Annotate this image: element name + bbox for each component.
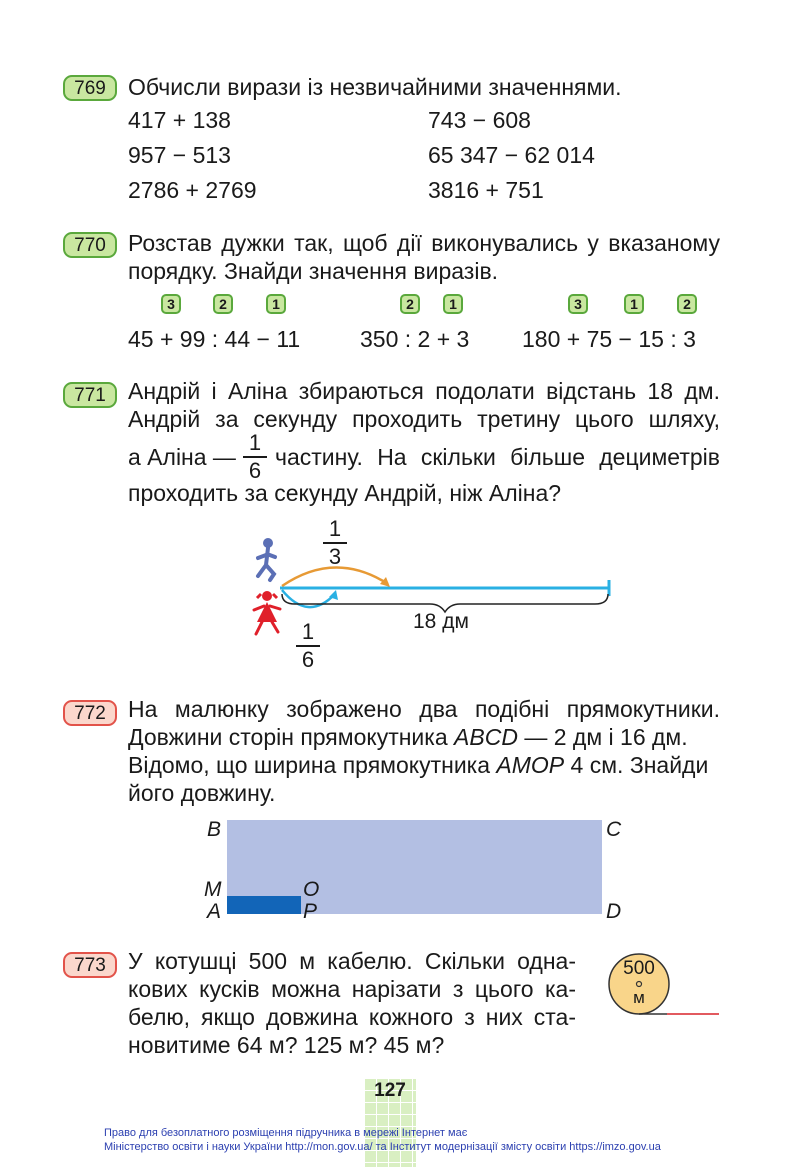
third-arc-arrowhead (380, 577, 390, 587)
vertex-label-c: C (606, 818, 622, 841)
exercise-772-line (128, 750, 708, 780)
exercise-number-770: 770 (63, 232, 117, 258)
text-part: Відомо, що ширина прямокутника (128, 752, 497, 778)
footer-line: Міністерство освіти і науки України http://mon.gov.ua/ та Інститут модернізації змісту освіти https://imzo.gov.ua (104, 1141, 661, 1153)
exercise-number-771: 771 (63, 382, 117, 408)
rect-name: AMOP (496, 752, 565, 778)
text-part: — 2 дм і 16 дм. (517, 724, 688, 750)
vertex-label-o: O (303, 878, 320, 901)
sixth-fraction-label (296, 620, 320, 672)
inline-fraction (243, 431, 267, 483)
order-marker: 3 (568, 294, 588, 314)
order-marker: 1 (266, 294, 286, 314)
exercise-772-line: На малюнку зображено два подібні прямокутники. (128, 696, 720, 722)
exercise-771-line: Андрій за секунду проходить третину цього шляху, (128, 406, 720, 432)
vertex-label-a: A (207, 900, 222, 923)
exercise-773-line: кових кусків можна нарізати з цього ка- (128, 976, 576, 1002)
exercise-number-773: 773 (63, 952, 117, 978)
rectangle-amop (227, 896, 301, 914)
order-marker: 1 (443, 294, 463, 314)
third-arc (282, 567, 388, 586)
expression: 743 − 608 (428, 107, 531, 133)
fraction-denominator: 6 (248, 458, 262, 483)
vertex-label-b: B (207, 818, 222, 841)
order-marker: 2 (677, 294, 697, 314)
fraction-numerator: 1 (248, 430, 262, 455)
exercise-number-772: 772 (63, 700, 117, 726)
fraction-numerator: 1 (301, 619, 315, 644)
order-marker: 1 (624, 294, 644, 314)
order-marker: 2 (213, 294, 233, 314)
expression: 180 + 75 − 15 : 3 (522, 326, 696, 352)
page-number: 127 (374, 1080, 406, 1101)
exercise-772-line (128, 722, 720, 752)
exercise-number-769: 769 (63, 75, 117, 101)
exercise-773-line: белю, якщо довжина кожного з них ста- (128, 1004, 576, 1030)
exercise-773-line: новитиме 64 м? 125 м? 45 м? (128, 1032, 445, 1058)
text-part: Довжини сторін прямокутника (128, 724, 455, 750)
vertex-label-p: P (303, 900, 318, 923)
footer-line: Право для безоплатного розміщення підручника в мережі Інтернет має (104, 1127, 468, 1139)
exercise-770-task-line: порядку. Знайди значення виразів. (128, 258, 499, 284)
exercise-772-line: його довжину. (128, 780, 276, 806)
expression: 3816 + 751 (428, 177, 544, 203)
order-marker: 2 (400, 294, 420, 314)
exercise-773-line: У котушці 500 м кабелю. Скільки одна- (128, 948, 576, 974)
exercise-771-line: Андрій і Аліна збираються подолати відстань 18 дм. (128, 378, 720, 404)
expression: 417 + 138 (128, 107, 231, 133)
expression: 45 + 99 : 44 − 11 (128, 326, 301, 352)
expression: 957 − 513 (128, 142, 231, 168)
length-label: 18 дм (413, 610, 469, 633)
third-fraction-label (323, 517, 347, 569)
exercise-770-task-line: Розстав дужки так, щоб дії виконувались у вказаному (128, 230, 720, 256)
spool-unit: м (633, 988, 645, 1007)
exercise-771-line: проходить за секунду Андрій, ніж Аліна? (128, 480, 562, 506)
expression: 2786 + 2769 (128, 177, 257, 203)
text-part: 4 см. Знайди (564, 752, 709, 778)
fraction-numerator: 1 (328, 516, 342, 541)
exercise-771-line: а Аліна — (128, 444, 236, 470)
order-marker: 3 (161, 294, 181, 314)
boy-figure-icon (258, 538, 275, 580)
exercise-771-line: частину. На скільки більше дециметрів (275, 444, 720, 470)
fraction-denominator: 6 (301, 647, 315, 672)
fraction-denominator: 3 (328, 544, 342, 569)
spool-value: 500 (623, 958, 655, 979)
rect-name: ABCD (454, 724, 518, 750)
vertex-label-d: D (606, 900, 622, 923)
girl-figure-icon (254, 591, 280, 634)
expression: 65 347 − 62 014 (428, 142, 595, 168)
vertex-label-m: M (204, 878, 222, 901)
exercise-769-task: Обчисли вирази із незвичайними значеннями. (128, 74, 622, 100)
expression: 350 : 2 + 3 (360, 326, 470, 352)
